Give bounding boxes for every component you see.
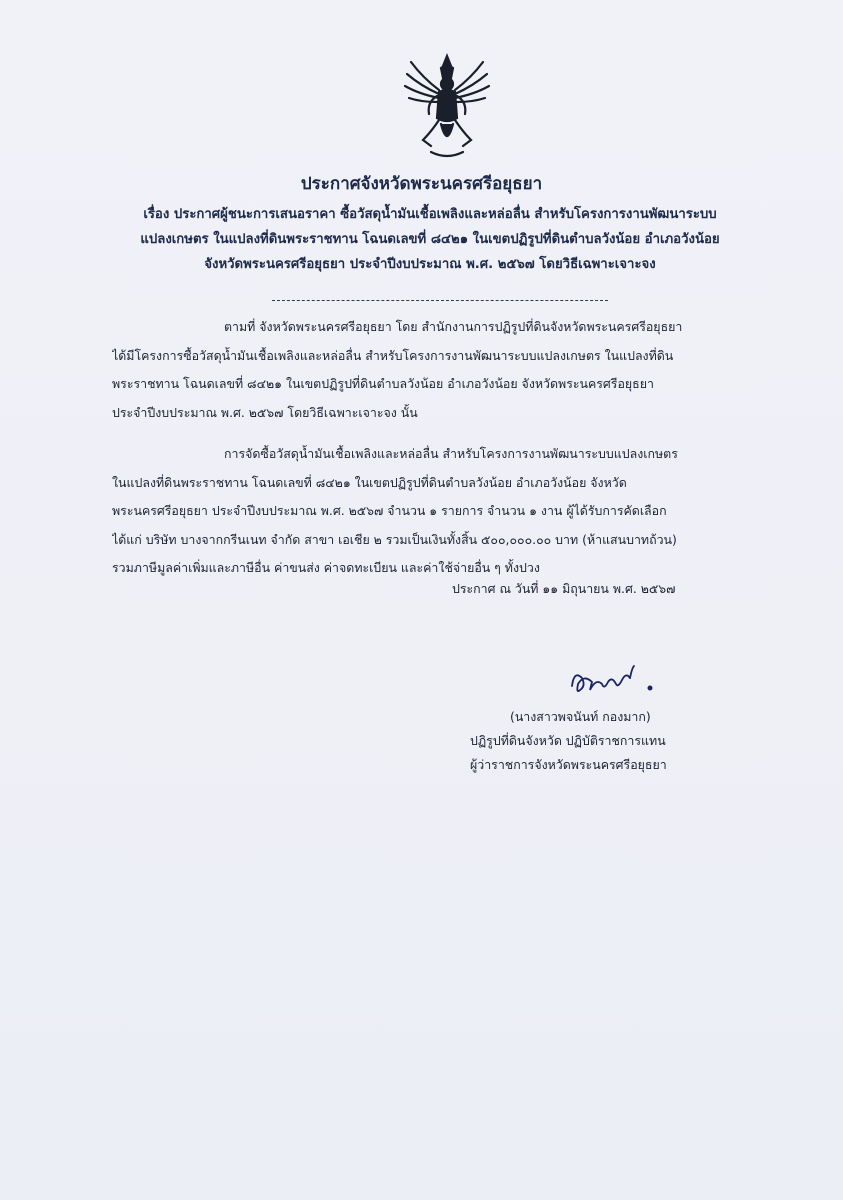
subject-line: จังหวัดพระนครศรีอยุธยา ประจำปีงบประมาณ พ.ศ. ๒๕๖๗ โดยวิธีเฉพาะเจาะจง bbox=[204, 257, 656, 272]
signer-block bbox=[470, 705, 760, 777]
paragraph-award bbox=[112, 440, 768, 583]
announce-date: ประกาศ ณ วันที่ ๑๑ มิถุนายน พ.ศ. ๒๕๖๗ bbox=[452, 581, 676, 596]
paragraph-line: ในแปลงที่ดินพระราชทาน โฉนดเลขที่ ๘๔๒๑ ในเขตปฏิรูปที่ดินตำบลวังน้อย อำเภอวังน้อย จังหวัด bbox=[112, 474, 627, 490]
paragraph-line: การจัดซื้อวัสดุน้ำมันเชื้อเพลิงและหล่อลื่น สำหรับโครงการงานพัฒนาระบบแปลงเกษตร bbox=[224, 446, 678, 461]
signer-name: (นางสาวพจนันท์ กองมาก) bbox=[510, 709, 651, 724]
document-subject bbox=[70, 202, 790, 277]
signer-position: ปฏิรูปที่ดินจังหวัด ปฏิบัติราชการแทน bbox=[470, 733, 666, 748]
paragraph-line: ได้แก่ บริษัท บางจากกรีนเนท จำกัด สาขา เอเชีย ๒ รวมเป็นเงินทั้งสิ้น ๕๐๐,๐๐๐.๐๐ บาท (ห้าแสนบาทถ้วน) bbox=[112, 531, 677, 547]
paragraph-line: พระราชทาน โฉนดเลขที่ ๘๔๒๑ ในเขตปฏิรูปที่ดินตำบลวังน้อย อำเภอวังน้อย จังหวัดพระนครศรีอยุธยา bbox=[112, 376, 654, 391]
paragraph-background bbox=[112, 313, 768, 427]
paragraph-line: ประจำปีงบประมาณ พ.ศ. ๒๕๖๗ โดยวิธีเฉพาะเจาะจง นั้น bbox=[112, 404, 418, 420]
paragraph-line: ได้มีโครงการซื้อวัสดุน้ำมันเชื้อเพลิงและหล่อลื่น สำหรับโครงการงานพัฒนาระบบแปลงเกษตร ในแปลงที่ดิน bbox=[112, 347, 674, 363]
document-title: ประกาศจังหวัดพระนครศรีอยุธยา bbox=[300, 174, 543, 194]
signer-position: ผู้ว่าราชการจังหวัดพระนครศรีอยุธยา bbox=[470, 757, 667, 772]
paragraph-line: ตามที่ จังหวัดพระนครศรีอยุธยา โดย สำนักงานการปฏิรูปที่ดินจังหวัดพระนครศรีอยุธยา bbox=[224, 319, 683, 334]
paragraph-line: รวมภาษีมูลค่าเพิ่มและภาษีอื่น ค่าขนส่ง ค่าจดทะเบียน และค่าใช้จ่ายอื่น ๆ ทั้งปวง bbox=[112, 560, 540, 575]
subject-line: แปลงเกษตร ในแปลงที่ดินพระราชทาน โฉนดเลขที่ ๘๔๒๑ ในเขตปฏิรูปที่ดินตำบลวังน้อย อำเภอวังน้อย bbox=[140, 232, 720, 247]
paragraph-line: พระนครศรีอยุธยา ประจำปีงบประมาณ พ.ศ. ๒๕๖๗ จำนวน ๑ รายการ จำนวน ๑ งาน ผู้ได้รับการคัดเลือก bbox=[112, 503, 667, 518]
handwritten-signature-icon bbox=[568, 660, 660, 700]
garuda-emblem-icon bbox=[401, 52, 493, 160]
subject-line: เรื่อง ประกาศผู้ชนะการเสนอราคา ซื้อวัสดุน้ำมันเชื้อเพลิงและหล่อลื่น สำหรับโครงการงานพัฒนาระบบ bbox=[143, 207, 717, 222]
section-divider bbox=[272, 300, 608, 301]
